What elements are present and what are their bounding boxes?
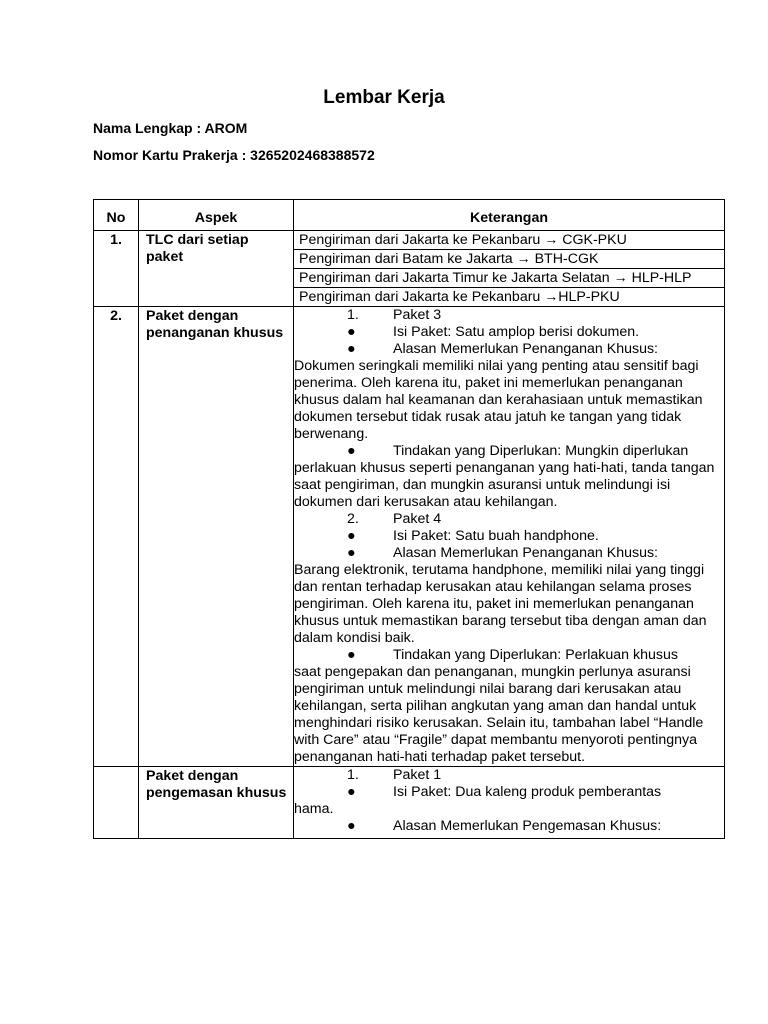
row-keterangan: [294, 767, 725, 839]
arrow-right-icon: →: [516, 250, 531, 266]
table-row: [94, 767, 725, 839]
page-title: Lembar Kerja: [323, 87, 445, 108]
bullet-icon: ●: [347, 443, 356, 459]
bullet-item: ● Isi Paket: Dua kaleng produk pemberantas: [347, 784, 662, 800]
bullet-item: ● Tindakan yang Diperlukan: Mungkin diperlukan: [347, 443, 689, 459]
bullet-icon: ●: [347, 818, 356, 834]
arrow-right-icon: →: [613, 269, 628, 285]
bullet-icon: ●: [347, 528, 356, 544]
table-header-row: [94, 200, 725, 231]
route-item: Pengiriman dari Jakarta Timur ke Jakarta Selatan → HLP-HLP: [294, 269, 724, 288]
paragraph: Barang elektronik, terutama handphone, memiliki nilai yang tinggi dan rentan terhadap kerusakan atau kehilangan selama proses pengiriman. Oleh karena itu, paket ini memerlukan penanganan khusus untuk memastikan barang tersebut tiba dengan aman dan dalam kondisi baik.: [294, 562, 707, 646]
row-number: [94, 767, 139, 839]
numbered-item: 1. Paket 1: [347, 767, 442, 783]
paragraph: Dokumen seringkali memiliki nilai yang penting atau sensitif bagi penerima. Oleh karena itu, paket ini memerlukan penanganan khusus dalam hal keamanan dan kerahasiaan untuk memastikan dokumen tersebut tidak rusak atau jatuh ke tangan yang tidak berwenang.: [294, 358, 703, 442]
row-aspek: Paket dengan penanganan khusus: [139, 307, 294, 767]
bullet-item: ● Isi Paket: Satu amplop berisi dokumen.: [347, 324, 640, 340]
paragraph: hama.: [294, 801, 334, 817]
bullet-item: ● Alasan Memerlukan Penanganan Khusus:: [347, 545, 659, 561]
worksheet-table: [93, 199, 725, 839]
row-aspek: Paket dengan pengemasan khusus: [139, 767, 294, 839]
row-aspek: TLC dari setiap paket: [139, 231, 294, 307]
bullet-item: ● Tindakan yang Diperlukan: Perlakuan khusus: [347, 647, 678, 663]
card-number-line: Nomor Kartu Prakerja : 3265202468388572: [93, 147, 375, 163]
row-keterangan: [294, 231, 725, 307]
table-row: [94, 307, 725, 767]
arrow-right-icon: →: [544, 288, 559, 304]
bullet-icon: ●: [347, 545, 356, 561]
bullet-item: ● Alasan Memerlukan Penanganan Khusus:: [347, 341, 659, 357]
bullet-icon: ●: [347, 784, 356, 800]
route-item: Pengiriman dari Jakarta ke Pekanbaru → CGK-PKU: [294, 231, 724, 250]
numbered-item: 2. Paket 4: [347, 511, 442, 527]
paragraph: saat pengepakan dan penanganan, mungkin perlunya asuransi pengiriman untuk melindungi nilai barang dari kerusakan atau kehilangan, serta pilihan angkutan yang aman dan handal untuk menghindari risiko kerusakan. Selain itu, tambahan label “Handle with Care” atau “Fragile” dapat membantu menyoroti pentingnya penanganan hati-hati terhadap paket tersebut.: [294, 664, 704, 765]
route-item: Pengiriman dari Batam ke Jakarta → BTH-CGK: [294, 250, 724, 269]
bullet-icon: ●: [347, 647, 356, 663]
bullet-item: ● Isi Paket: Satu buah handphone.: [347, 528, 599, 544]
header-no: No: [94, 200, 139, 231]
row-keterangan: [294, 307, 725, 767]
arrow-right-icon: →: [544, 231, 559, 247]
paragraph: perlakuan khusus seperti penanganan yang hati-hati, tanda tangan saat pengiriman, dan mungkin asuransi untuk melindungi isi dokumen dari kerusakan atau kehilangan.: [294, 460, 715, 510]
numbered-item: 1. Paket 3: [347, 307, 442, 323]
row-number: 2.: [94, 307, 139, 767]
bullet-icon: ●: [347, 341, 356, 357]
name-line: Nama Lengkap : AROM: [93, 120, 248, 136]
route-item: Pengiriman dari Jakarta ke Pekanbaru →HLP-PKU: [299, 288, 620, 305]
table-row: [94, 231, 725, 307]
header-aspek: Aspek: [139, 200, 294, 231]
bullet-item: ● Alasan Memerlukan Pengemasan Khusus:: [347, 818, 662, 834]
header-keterangan: Keterangan: [294, 200, 725, 231]
bullet-icon: ●: [347, 324, 356, 340]
row-number: 1.: [94, 231, 139, 307]
